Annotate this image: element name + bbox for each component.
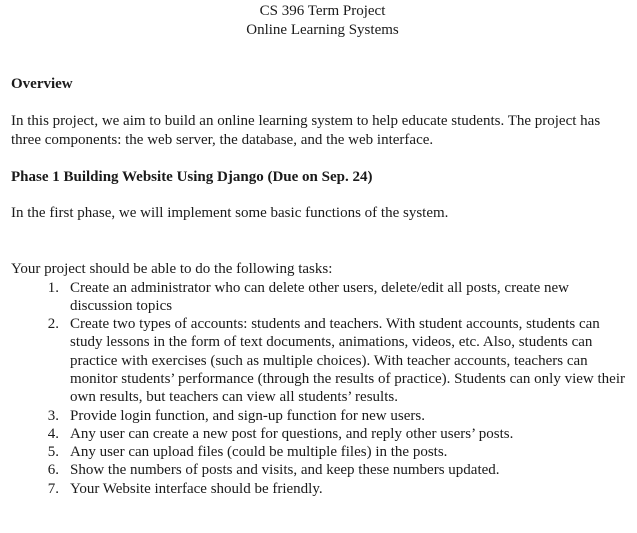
task-item bbox=[11, 443, 631, 461]
task-text: Create two types of accounts: students and teachers. With student accounts, students can study lessons in the form of text documents, animations, videos, etc. Also, students can practice with exercises (such as multiple choices). With teacher accounts, teachers can monitor students’ performance (through the results of practice). Students can only view their own results, but teachers can view all students’ results. bbox=[70, 316, 625, 406]
task-number: 6. bbox=[47, 462, 59, 479]
task-number: 2. bbox=[47, 316, 59, 333]
task-item bbox=[11, 480, 631, 498]
task-item bbox=[11, 315, 631, 406]
task-number: 4. bbox=[47, 425, 59, 442]
task-list bbox=[11, 279, 631, 499]
task-text: Show the numbers of posts and visits, and keep these numbers updated. bbox=[70, 462, 500, 479]
task-number: 1. bbox=[47, 279, 59, 296]
task-item bbox=[11, 407, 631, 425]
overview-heading: Overview bbox=[11, 76, 73, 92]
overview-text: In this project, we aim to build an online learning system to help educate students. The project has three components: the web server, the database, and the web interface. bbox=[11, 113, 601, 148]
task-item bbox=[11, 461, 631, 479]
task-text: Any user can create a new post for questions, and reply other users’ posts. bbox=[70, 425, 514, 442]
project-subtitle: Online Learning Systems bbox=[246, 22, 399, 38]
task-number: 7. bbox=[47, 480, 59, 497]
task-number: 5. bbox=[47, 444, 59, 461]
course-title: CS 396 Term Project bbox=[259, 3, 386, 19]
title-block bbox=[0, 2, 637, 40]
task-text: Provide login function, and sign-up function for new users. bbox=[70, 407, 425, 424]
task-text: Any user can upload files (could be multiple files) in the posts. bbox=[70, 444, 448, 461]
task-text: Create an administrator who can delete other users, delete/edit all posts, create new discussion topics bbox=[70, 279, 569, 314]
task-item bbox=[11, 425, 631, 443]
task-number: 3. bbox=[47, 407, 59, 424]
phase1-heading: Phase 1 Building Website Using Django (Due on Sep. 24) bbox=[11, 169, 373, 185]
task-section bbox=[11, 260, 631, 498]
task-intro: Your project should be able to do the following tasks: bbox=[11, 261, 333, 277]
phase1-text: In the first phase, we will implement some basic functions of the system. bbox=[11, 205, 449, 221]
task-item bbox=[11, 279, 631, 316]
task-text: Your Website interface should be friendly. bbox=[70, 480, 323, 497]
